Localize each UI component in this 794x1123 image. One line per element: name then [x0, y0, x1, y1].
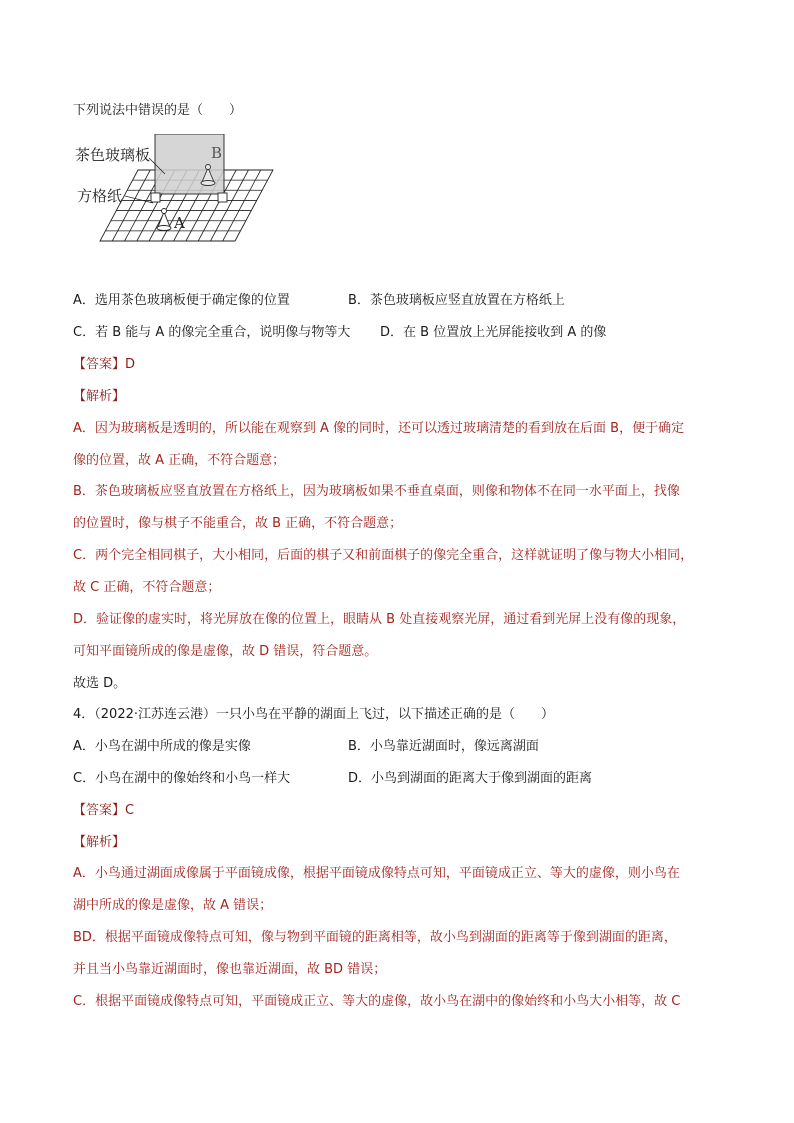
- q3-conclusion: 故选 D。: [73, 676, 127, 691]
- label-paper: 方格纸: [77, 187, 123, 205]
- q4-answer-value: C: [125, 803, 135, 818]
- q3-stem: 下列说法中错误的是（ ）: [73, 103, 243, 118]
- q3-answer-label: 【答案】: [73, 357, 126, 372]
- q3-analysis-line: B．茶色玻璃板应竖直放置在方格纸上，因为玻璃板如果不垂直桌面，则像和物体不在同一水平面上，找像: [73, 484, 680, 499]
- q4-option-c: C．小鸟在湖中的像始终和小鸟一样大: [73, 771, 291, 786]
- q4-option-b: B．小鸟靠近湖面时，像远离湖面: [348, 739, 539, 754]
- q4-analysis-line: C．根据平面镜成像特点可知，平面镜成正立、等大的虚像，故小鸟在湖中的像始终和小鸟大小相等，故 C: [73, 994, 681, 1009]
- q3-analysis-line: 故 C 正确，不符合题意；: [73, 580, 221, 595]
- q4-option-d: D．小鸟到湖面的距离大于像到湖面的距离: [348, 771, 593, 786]
- q3-option-a: A．选用茶色玻璃板便于确定像的位置: [73, 293, 290, 308]
- q4-analysis-line: 并且当小鸟靠近湖面时，像也靠近湖面，故 BD 错误；: [73, 962, 387, 977]
- q4-option-a: A．小鸟在湖中所成的像是实像: [73, 739, 251, 754]
- q3-analysis-line: A．因为玻璃板是透明的，所以能在观察到 A 像的同时，还可以透过玻璃清楚的看到放在后面 B，便于确定: [73, 421, 685, 436]
- q3-analysis-line: 可知平面镜所成的像是虚像，故 D 错误，符合题意。: [73, 644, 378, 659]
- q3-analysis-line: 像的位置，故 A 正确，不符合题意；: [73, 453, 286, 468]
- label-glass: 茶色玻璃板: [75, 146, 151, 164]
- left-clamp: [151, 193, 160, 202]
- q3-analysis-line: 的位置时，像与棋子不能重合，故 B 正确，不符合题意；: [73, 516, 403, 531]
- q3-option-c: C．若 B 能与 A 的像完全重合，说明像与物等大: [73, 325, 351, 340]
- q3-analysis-line: D．验证像的虚实时，将光屏放在像的位置上，眼睛从 B 处直接观察光屏，通过看到光屏上没有像的现象，: [73, 612, 686, 627]
- q4-stem: 4．（2022·江苏连云港）一只小鸟在平静的湖面上飞过，以下描述正确的是（ ）: [73, 707, 554, 722]
- q3-option-d: D．在 B 位置放上光屏能接收到 A 的像: [380, 325, 607, 340]
- q4-analysis-label: 【解析】: [73, 835, 126, 850]
- q4-answer: [73, 801, 134, 821]
- experiment-figure: [73, 134, 278, 246]
- q4-analysis-line: BD．根据平面镜成像特点可知，像与物到平面镜的距离相等，故小鸟到湖面的距离等于像到湖面的距离，: [73, 930, 677, 945]
- q3-answer-value: D: [125, 357, 136, 372]
- q3-answer: [73, 355, 135, 375]
- q3-analysis-label: 【解析】: [73, 389, 126, 404]
- q4-analysis-line: A．小鸟通过湖面成像属于平面镜成像，根据平面镜成像特点可知，平面镜成正立、等大的虚像，则小鸟在: [73, 866, 680, 881]
- q4-analysis-line: 湖中所成的像是虚像，故 A 错误；: [73, 898, 273, 913]
- right-clamp: [218, 193, 227, 202]
- label-b: B: [211, 144, 223, 162]
- q4-answer-label: 【答案】: [73, 803, 126, 818]
- label-a: A: [174, 214, 185, 232]
- q3-analysis-line: C．两个完全相同棋子，大小相同，后面的棋子又和前面棋子的像完全重合，这样就证明了像与物大小相同，: [73, 548, 694, 563]
- q3-option-b: B．茶色玻璃板应竖直放置在方格纸上: [348, 293, 565, 308]
